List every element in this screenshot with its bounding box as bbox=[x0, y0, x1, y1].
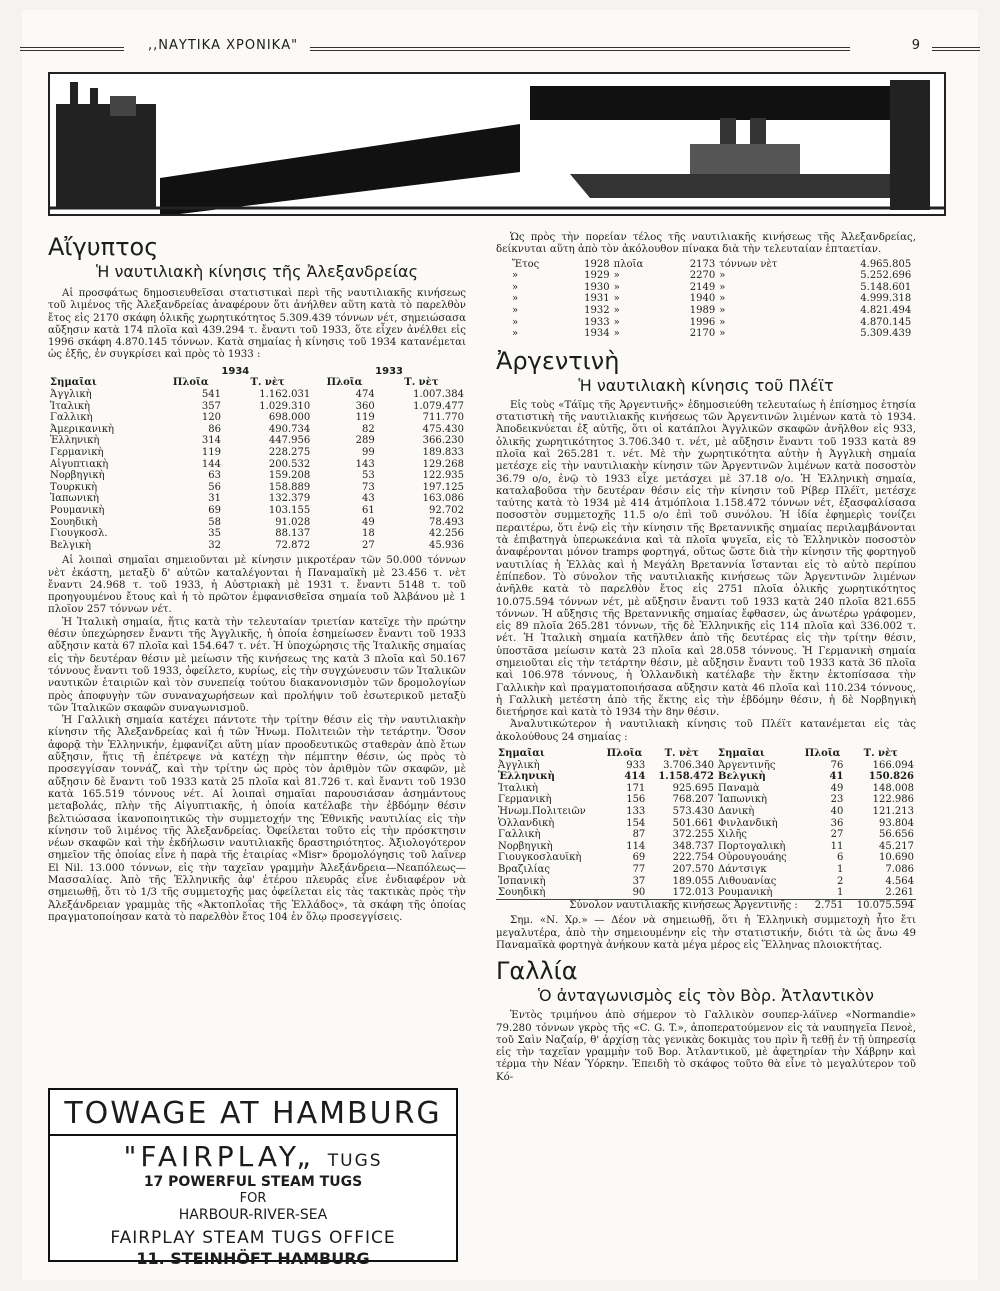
egypt-paragraph-4: Ἡ Γαλλικὴ σημαία κατέχει πάντοτε τὴν τρίτην θέσιν εἰς τὴν ναυτιλιακὴν κίνησιν τῆς Ἀλεξανδρείας καὶ ἡ τῶν Ἡνωμ. Πολιτειῶν τὴν τετάρτην. Ὅσον ἀφορᾷ τὴν Ἑλληνικήν, ἐμφανίζει αὕτη μίαν προοδευτικῶς σταθερὰν ἀπὸ ἔτων αὔξησιν, ἥτις τῇ ἐπέτρεψε νὰ κατέχῃ τὴν πέμπτην θέσιν, ὡς πρὸς τὸ προσεγγίσαν τοννάζ, καὶ τὴν τρίτην ὡς πρὸς τὸν ἀριθμὸν τῶν σκαφῶν, μὲ αὔξησιν δὲ ἔναντι τοῦ 1933 κατὰ 25 πλοῖα καὶ 81.726 τ. καὶ ἔναντι τοῦ 1930 κατὰ 165.519 τόννους νέτ. Αἱ λοιπαὶ σημαῖαι παρουσιάσαν ἀσημάντους μεταβολάς, πλὴν τῆς Αἰγυπτιακῆς, ἡ ὁποία κατέλαβε τὴν ἑβδόμην θέσιν βελτιώσασα ἱκανοποιητικῶς τὴν συμμετοχήν της Ἐθνικῆς ναυτιλίας εἰς τὴν κίνησιν τοῦ λιμένος τῆς Ἀλεξανδρείας. Ὀφείλεται τοῦτο εἰς τὴν πρόσκτησιν νέων σκαφῶν καὶ τὴν ἐκδήλωσιν ναυτιλιακῆς δραστηριότητος. Ἀξιολογότερον σημεῖον τῆς ὁποίας εἶνε ἡ παρὰ τῆς ἑταιρίας «Misr» δρομολόγησις τοῦ λαΐνερ El Nil. 13.000 τόννων, εἰς τὴν ταχεῖαν γραμμὴν Ἀλεξάνδρεια—Νεαπόλεως—Μασσαλίας. Ἀπὸ τῆς Ἑλληνικῆς ἀφ' ἑτέρου πλευρᾶς εἶνε ἐνδιαφέρον νὰ σημειωθῇ, ὅτι τὸ 1/3 τῆς συμμετοχῆς μας ὀφείλεται εἰς τὰς τακτικὰς πρὸς τὴν Ἀλεξάνδρειαν γραμμὰς τῆς «Ἀκτοπλοΐας τῆς Ἑλλάδος», τὰ σκάφη τῆς ὁποίας πραγματοποίησαν κατὰ τὸ παρελθὸν ἔτος 104 ἐν ὅλῳ προσεγγίσεις. bbox=[48, 715, 466, 923]
table-cell: 42.256 bbox=[429, 528, 464, 540]
table-cell: Ἰαπωνικὴ bbox=[718, 794, 767, 806]
table-cell: 27 bbox=[361, 539, 375, 551]
table-cell: 1.162.031 bbox=[259, 388, 311, 400]
page-header bbox=[20, 38, 980, 58]
table-cell: 119 bbox=[355, 412, 375, 424]
table-cell: 200.532 bbox=[268, 458, 311, 470]
table-cell: 490.734 bbox=[268, 423, 311, 435]
table-cell: » bbox=[613, 304, 620, 316]
france-paragraph-1: Ἐντὸς τριμήνου ἀπὸ σήμερον τὸ Γαλλικὸν σουπερ-λάϊνερ «Normandie» 79.280 τόννων γκρὸς τῆς «C. G. T.», ἀποπερατούμενον εἰς τὰ ναυπηγεῖα Πενοὲ, τοῦ Σαὶν Ναζαίρ, θ' ἀρχίσῃ τὰς γενικὰς δοκιμὰς του πρὶν ἢ τεθῇ ἐν τῇ ὑπηρεσίᾳ εἰς τὴν ταχεῖαν γραμμὴν τοῦ Βορ. Ἀτλαντικοῦ, μὲ ἀφετηρίαν τὴν Χάβρην καὶ τέρμα τὴν Νέαν Ὑόρκην. Ἐπειδὴ τὸ σκάφος τοῦτο θὰ εἶνε τὸ μεγαλύτερον τοῦ Κό- bbox=[496, 1010, 916, 1083]
table-cell: 474 bbox=[355, 388, 375, 400]
table-cell: 23 bbox=[830, 794, 844, 806]
table-row bbox=[496, 876, 916, 888]
table-cell: Νορβηγικὴ bbox=[498, 840, 553, 852]
table-row bbox=[48, 470, 466, 482]
table-cell: 90 bbox=[632, 887, 646, 899]
table-cell: Δανικὴ bbox=[718, 806, 755, 818]
table-cell: 63 bbox=[208, 470, 221, 482]
egypt-paragraph-3: Ἡ Ἰταλικὴ σημαία, ἥτις κατὰ τὴν τελευταίαν τριετίαν κατεῖχε τὴν πρώτην θέσιν ὑπεχώρησεν ἔναντι τῆς Ἀγγλικῆς, ἡ ὁποία ἐσημείωσεν ἔναντι τοῦ 1933 αὔξησιν κατὰ 67 πλοῖα καὶ 154.647 τ. νέτ. Ἡ ὑποχώρησις τῆς Ἰταλικῆς σημαίας εἰς τὴν δευτέραν θέσιν μὲ μείωσιν τῆς κινήσεως της κατὰ 3 πλοῖα καὶ 50.167 τόννους ἔναντι τοῦ 1933, ὀφείλετο, κυρίως, εἰς τὴν συγχώνευσιν τῶν Ἰταλικῶν ναυτικῶν ἑταιριῶν καὶ τὸν συνεπείᾳ τούτου διακανονισμὸν τῶν δρομολογίων πρὸς ἀποφυγὴν τῶν συναναχωρήσεων καὶ προλήψιν τοῦ ἐσωτερικοῦ μεταξὺ τῶν Ἰταλικῶν σκαφῶν συναγωνισμοῦ. bbox=[48, 616, 466, 714]
year-row bbox=[510, 328, 913, 340]
table-cell: Ἑλληνικὴ bbox=[50, 435, 100, 447]
table-cell: 36 bbox=[830, 817, 844, 829]
table-cell: 414 bbox=[624, 771, 646, 783]
ad-line-towage: TOWAGE AT HAMBURG bbox=[50, 1096, 456, 1136]
table-cell: Βελγικὴ bbox=[718, 771, 766, 783]
table-cell: 1 bbox=[837, 864, 844, 875]
table-cell: 2149 bbox=[689, 281, 716, 293]
table-cell: 189.833 bbox=[422, 446, 464, 458]
table-row bbox=[496, 852, 916, 864]
table-cell: 114 bbox=[626, 840, 646, 852]
table-cell: Ἑλληνικὴ bbox=[498, 771, 555, 783]
table-cell: Ἰαπωνικὴ bbox=[50, 493, 99, 505]
table-cell: 121.213 bbox=[872, 806, 914, 818]
table-cell: 119 bbox=[201, 446, 221, 458]
table-cell: Ἀγγλικὴ bbox=[50, 388, 92, 400]
table-cell: 1933 bbox=[584, 316, 610, 328]
table-cell: » bbox=[719, 293, 726, 305]
table-cell: » bbox=[613, 270, 620, 282]
table-cell: 143 bbox=[355, 458, 375, 470]
total-tons: 10.075.594 bbox=[845, 899, 916, 911]
table-cell: 150.826 bbox=[868, 771, 914, 783]
table-cell: 197.125 bbox=[422, 481, 464, 493]
table-cell: 1930 bbox=[584, 281, 610, 293]
table-row bbox=[48, 447, 466, 459]
table-cell: Νορβηγικὴ bbox=[50, 470, 105, 482]
table-cell: Ὁλλανδικὴ bbox=[498, 817, 555, 829]
page-number: 9 bbox=[911, 38, 920, 53]
year-row bbox=[510, 293, 913, 305]
table-row bbox=[48, 459, 466, 471]
table-cell: Αἰγυπτιακὴ bbox=[50, 458, 109, 470]
table-cell: Ἱσπανικὴ bbox=[498, 875, 546, 887]
table-cell: 933 bbox=[626, 759, 646, 771]
table-cell: 2173 bbox=[689, 258, 716, 270]
table-cell: 372.255 bbox=[672, 829, 715, 841]
table-cell: 76 bbox=[830, 759, 844, 771]
table-cell: 31 bbox=[208, 493, 221, 505]
argentina-subheading: Ἡ ναυτιλιακὴ κίνησις τοῦ Πλέϊτ bbox=[578, 375, 834, 395]
table-cell: » bbox=[512, 270, 519, 282]
header-rule-middle bbox=[310, 47, 850, 51]
table-cell: 1931 bbox=[584, 293, 610, 305]
table-cell: 91.028 bbox=[275, 516, 311, 528]
table-row bbox=[48, 401, 466, 413]
table-cell: 35 bbox=[208, 528, 221, 540]
table-cell: 5.309.439 bbox=[860, 328, 912, 340]
table-cell: 2270 bbox=[689, 270, 716, 282]
table-row bbox=[48, 528, 466, 540]
table-cell: Ρουμανικὴ bbox=[718, 887, 773, 899]
table-cell: 92.702 bbox=[429, 504, 464, 516]
table-cell: 360 bbox=[355, 400, 375, 412]
ad-line-office: FAIRPLAY STEAM TUGS OFFICE bbox=[110, 1228, 396, 1248]
table-cell: 222.754 bbox=[672, 852, 715, 864]
table-cell: 86 bbox=[208, 423, 221, 435]
table-cell: » bbox=[613, 293, 620, 305]
egypt-table-header bbox=[48, 377, 466, 389]
table-cell: Ἀγγλικὴ bbox=[498, 759, 540, 771]
table-cell: 501.661 bbox=[672, 817, 715, 829]
table-cell: 2170 bbox=[689, 328, 716, 340]
table-cell: 43 bbox=[361, 493, 375, 505]
table-cell: 45.217 bbox=[879, 840, 914, 852]
table-cell: Ἡνωμ.Πολιτειῶν bbox=[498, 806, 586, 818]
table-cell: 132.379 bbox=[268, 493, 311, 505]
table-cell: Πορτογαλικὴ bbox=[718, 840, 786, 852]
egypt-paragraph-2: Αἱ λοιπαὶ σημαῖαι σημειοῦνται μὲ κίνησιν μικροτέραν τῶν 50.000 τόννων νὲτ ἑκάστη, μεταξὺ δ' αὐτῶν καταλέγονται ἡ Παναμαϊκὴ μὲ 23.456 τ. νὲτ ἔναντι 24.968 τ. τοῦ 1933, ἡ Αὐστριακὴ μὲ 1931 τ. ἔναντι 5148 τ. τοῦ προηγουμένου ἔτους καὶ ἡ τὸ πρῶτον ἐμφανισθεῖσα σημαία τοῦ Ἀλβάνου μὲ 1 πλοῖον 257 τόννων νέτ. bbox=[48, 555, 466, 616]
col-header: Πλοῖα bbox=[172, 377, 209, 389]
table-cell: 77 bbox=[632, 864, 646, 875]
table-cell: Σουηδικὴ bbox=[50, 516, 98, 528]
egypt-table-body bbox=[48, 389, 466, 551]
table-cell: Χιλῆς bbox=[718, 829, 747, 841]
table-cell: 56.656 bbox=[879, 829, 914, 841]
table-cell: 5.252.696 bbox=[860, 270, 912, 282]
year-row bbox=[510, 282, 913, 294]
table-row bbox=[496, 841, 916, 853]
table-cell: 357 bbox=[201, 400, 221, 412]
left-column bbox=[48, 232, 466, 924]
table-cell: 1.007.384 bbox=[413, 388, 464, 400]
table-cell: 447.956 bbox=[268, 435, 311, 447]
year-1934: 1934 bbox=[221, 365, 250, 377]
argentina-flag-table bbox=[496, 748, 916, 911]
table-cell: 82 bbox=[361, 423, 375, 435]
table-cell: Ἰταλικὴ bbox=[498, 782, 538, 794]
year-row bbox=[510, 305, 913, 317]
argentina-note: Σημ. «Ν. Χρ.» — Δέον νὰ σημειωθῇ, ὅτι ἡ Ἑλληνικὴ συμμετοχὴ ἦτο ἔτι μεγαλυτέρα, ἀπὸ τὴν σημειουμένην εἰς τὴν στατιστικήν, διότι τὰ ὡς ἄνω 49 Παναμαϊκὰ φορτηγὰ ἀνήκουν κατὰ μέγα μέρος εἰς Ἕλληνας πλοιοκτήτας. bbox=[496, 915, 916, 951]
table-cell: » bbox=[613, 316, 620, 328]
table-row bbox=[496, 806, 916, 818]
table-cell: 4.821.494 bbox=[860, 304, 912, 316]
table-row bbox=[48, 389, 466, 401]
table-cell: 158.889 bbox=[268, 481, 311, 493]
ad-tugs: TUGS bbox=[327, 1151, 383, 1171]
table-cell: 78.493 bbox=[429, 516, 464, 528]
argentina-table-header bbox=[496, 748, 916, 760]
egypt-heading: Αἴγυπτος bbox=[48, 233, 159, 261]
ad-line-address: 11. STEINHÖFT HAMBURG bbox=[136, 1249, 370, 1268]
table-row bbox=[48, 540, 466, 552]
table-row bbox=[496, 771, 916, 783]
col-header: Πλοῖα bbox=[804, 748, 841, 760]
table-cell: 4.999.318 bbox=[860, 293, 912, 305]
table-cell: 1940 bbox=[689, 293, 716, 305]
header-rule-right bbox=[932, 47, 980, 51]
table-cell: Τουρκικὴ bbox=[50, 481, 98, 493]
table-cell: 129.268 bbox=[422, 458, 464, 470]
table-cell: 133 bbox=[626, 806, 646, 818]
table-cell: Σουηδικὴ bbox=[498, 887, 546, 899]
table-cell: 7.086 bbox=[885, 864, 914, 875]
years-table-body bbox=[510, 259, 913, 340]
table-cell: 541 bbox=[201, 388, 221, 400]
fairplay-advertisement bbox=[48, 1088, 458, 1268]
table-cell: 156 bbox=[626, 794, 646, 806]
table-cell: 166.094 bbox=[872, 759, 914, 771]
table-cell: 314 bbox=[201, 435, 221, 447]
egypt-table-years bbox=[48, 366, 466, 378]
col-header: Σημαῖαι bbox=[718, 748, 765, 760]
table-cell: Φινλανδικὴ bbox=[718, 817, 778, 829]
table-row bbox=[496, 829, 916, 841]
table-cell: » bbox=[512, 293, 519, 305]
table-cell: 49 bbox=[361, 516, 375, 528]
table-cell: 768.207 bbox=[672, 794, 715, 806]
table-cell: 159.208 bbox=[268, 470, 311, 482]
table-cell: » bbox=[719, 304, 726, 316]
year-row bbox=[510, 317, 913, 329]
col-header: Σημαῖαι bbox=[498, 748, 545, 760]
table-cell: 3.706.340 bbox=[663, 759, 715, 771]
table-row bbox=[48, 517, 466, 529]
table-row bbox=[496, 783, 916, 795]
table-cell: 18 bbox=[361, 528, 375, 540]
section-banner bbox=[48, 72, 946, 216]
table-cell: » bbox=[512, 328, 519, 340]
table-cell: Ἀργεντινῆς bbox=[718, 759, 776, 771]
table-row bbox=[48, 424, 466, 436]
table-cell: Δάντσιγκ bbox=[718, 864, 767, 875]
banner-illustration bbox=[50, 74, 944, 214]
table-cell: 72.872 bbox=[275, 539, 311, 551]
argentina-heading: Ἀργεντινὴ bbox=[496, 346, 620, 375]
publication-title: ,,ΝΑΥΤΙΚΑ ΧΡΟΝΙΚΑ" bbox=[148, 38, 299, 53]
table-cell: 103.155 bbox=[268, 504, 311, 516]
table-cell: Γιουγκοσλ. bbox=[50, 528, 108, 540]
table-cell: 56 bbox=[208, 481, 221, 493]
table-cell: 1.079.477 bbox=[413, 400, 464, 412]
egypt-flag-table bbox=[48, 366, 466, 552]
table-cell: 122.986 bbox=[872, 794, 914, 806]
table-cell: 1 bbox=[837, 887, 844, 899]
table-row bbox=[48, 435, 466, 447]
table-cell: 698.000 bbox=[268, 412, 311, 424]
table-cell: » bbox=[512, 304, 519, 316]
table-cell: » bbox=[512, 281, 519, 293]
year-1933: 1933 bbox=[375, 365, 404, 377]
table-cell: 41 bbox=[829, 771, 844, 783]
egypt-subheading: Ἡ ναυτιλιακὴ κίνησις τῆς Ἀλεξανδρείας bbox=[96, 262, 418, 281]
table-cell: 711.770 bbox=[422, 412, 464, 424]
header-rule-left bbox=[20, 47, 124, 51]
table-cell: 4.965.805 bbox=[860, 258, 912, 270]
table-cell: 1934 bbox=[584, 328, 610, 340]
table-cell: Ἔτος bbox=[512, 258, 540, 270]
argentina-paragraph-1: Εἰς τοὺς «Τάϊμς τῆς Ἀργεντινῆς» ἐδημοσιεύθη τελευταίως ἡ ἐπίσημος ἐτησία στατιστικὴ τῆς ναυτιλιακῆς κινήσεως τῶν Ἀργεντινῶν λιμένων κατὰ τὸ 1934. Ἀποδεικνύεται ἐξ αὐτῆς, ὅτι οἱ κατάπλοι Ἀγγλικῶν σκαφῶν ἀνῆλθον εἰς 933, ὁλικῆς χωρητικότητος 3.706.340 τ. νέτ, μὲ αὔξησιν ἔναντι τοῦ 1933 κατὰ 89 πλοῖα καὶ 265.281 τ. νέτ. Μὲ τὴν χωρητικότητα αὐτὴν ἡ Ἀγγλικὴ σημαία μετέσχε εἰς τὴν ναυτιλιακὴν κίνησιν τῶν Ἀργεντινῶν λιμένων κατὰ ποσοστὸν 36.79 ο/ο, ἐνῷ τὸ 1933 εἶχε μετάσχει μὲ 37.18 ο/ο. Ἡ Ἑλληνικὴ σημαία, καταλαβοῦσα τὴν δευτέραν θέσιν εἰς τὴν κίνησιν τοῦ Ρίβερ Πλέϊτ, μετέσχε ταύτης κατὰ τὸ 1934 μὲ 414 ἀτμόπλοια 1.158.472 τόννων νέτ, ἐξασφαλίσασα ποσοστὸν συμμετοχῆς 11.5 ο/ο ἐπὶ τοῦ συνόλου. Ἡ ἰδία ἐφημερὶς τονίζει περαιτέρω, ὅτι ἐνῷ εἰς τὴν κίνησιν τῆς Βρεταννικῆς σημαίας περιλαμβάνονται τὰ ἐπιβατηγὰ ὑπερωκεάνια καὶ τὰ πλοῖα ψυγεῖα, εἰς τὸ Ἑλληνικὸν ποσοστὸν ἀναφέρονται μόνον tramps φορτηγά, οὕτως ὥστε διὰ τὴν κίνησιν τῆς φορτηγοῦ ναυτιλίας ἡ Ἑλλὰς καὶ ἡ Μεγάλη Βρεταννία ἵστανται εἰς τὸ αὐτὸ περίπου ἐπίπεδον. Τὸ σύνολον τῆς ναυτιλιακῆς κινήσεως τῶν Ἀργεντινῶν λιμένων ἀνῆλθε κατὰ τὸ παρελθὸν ἔτος εἰς 2751 πλοῖα ὁλικῆς χωρητικότητος 10.075.594 τόννων νέτ, μὲ αὔξησιν ἔναντι τοῦ 1933 κατὰ 240 πλοῖα 821.655 τόννων. Ἡ αὔξησις τῆς Βρεταννικῆς σημαίας ἔφθασεν, ὡς ἀνωτέρω γράφομεν, εἰς 89 πλοῖα 265.281 τόννων, τῆς δὲ Ἑλληνικῆς εἰς 114 πλοῖα καὶ 336.002 τ. νέτ. Ἡ Ἰταλικὴ σημαία κατῆλθεν ἀπὸ τῆς δευτέρας εἰς τὴν τρίτην θέσιν, ὑποστᾶσα μείωσιν κατὰ 23 πλοῖα καὶ 28.058 τόννους. Ἡ Γερμανικὴ σημαία σημειοῦται εἰς τὴν τετάρτην θέσιν, μὲ αὔξησιν ἔναντι τοῦ 1933 κατὰ 36 πλοῖα καὶ 106.978 τόννους, ἡ Ὁλλανδικὴ κατέλαβε τὴν ἕκτην ἐκτοπίσασα τὴν Γαλλικὴν καὶ πραγματοποιήσασα αὔξησιν κατὰ 46 πλοῖα καὶ 110.234 τόννους, ἡ Γαλλικὴ μετέστη ἀπὸ τῆς ἕκτης εἰς τὴν ἑβδόμην θέσιν, ἡ δὲ Νορβηγικὴ διετήρησε καὶ κατὰ τὸ 1934 τὴν 8ην θέσιν. bbox=[496, 399, 916, 719]
egypt-years-table bbox=[510, 259, 913, 340]
col-header: Τ. νὲτ bbox=[664, 748, 699, 760]
table-cell: » bbox=[719, 328, 726, 340]
table-cell: » bbox=[719, 270, 726, 282]
table-row bbox=[496, 887, 916, 899]
table-cell: 1929 bbox=[584, 270, 610, 282]
table-cell: » bbox=[719, 281, 726, 293]
total-ships: 2.751 bbox=[800, 899, 846, 911]
table-cell: 40 bbox=[830, 806, 844, 818]
table-cell: 58 bbox=[208, 516, 221, 528]
table-cell: 61 bbox=[361, 504, 375, 516]
ad-line-for: FOR bbox=[239, 1191, 267, 1206]
table-cell: 171 bbox=[626, 782, 646, 794]
table-cell: 88.137 bbox=[275, 528, 311, 540]
table-cell: 53 bbox=[361, 470, 375, 482]
table-cell: 27 bbox=[830, 829, 844, 841]
ad-line-fairplay bbox=[50, 1140, 456, 1173]
table-cell: πλοῖα bbox=[613, 258, 644, 270]
table-cell: 69 bbox=[632, 852, 646, 864]
year-row bbox=[510, 259, 913, 271]
table-cell: 4.870.145 bbox=[860, 316, 912, 328]
table-cell: » bbox=[719, 316, 726, 328]
table-cell: 189.055 bbox=[672, 875, 715, 887]
table-cell: 120 bbox=[201, 412, 221, 424]
table-row bbox=[496, 794, 916, 806]
table-cell: 1932 bbox=[584, 304, 610, 316]
table-cell: Ρουμανικὴ bbox=[50, 504, 105, 516]
table-cell: 207.570 bbox=[672, 864, 715, 875]
table-cell: 69 bbox=[208, 504, 221, 516]
table-cell: 1928 bbox=[584, 258, 610, 270]
right-column bbox=[496, 232, 916, 1084]
year-row bbox=[510, 270, 913, 282]
table-cell: Γιουγκοσλαυϊκὴ bbox=[498, 852, 582, 864]
table-cell: 228.275 bbox=[268, 446, 311, 458]
table-cell: 925.695 bbox=[672, 782, 715, 794]
table-cell: Γερμανικὴ bbox=[50, 446, 104, 458]
total-label: Σύνολον ναυτιλιακῆς κινήσεως Ἀργεντινῆς : bbox=[496, 899, 800, 911]
table-cell: 5.148.601 bbox=[860, 281, 912, 293]
table-cell: 573.430 bbox=[672, 806, 715, 818]
col-header: Τ. νὲτ bbox=[250, 377, 285, 389]
argentina-paragraph-2: Ἀναλυτικώτερον ἡ ναυτιλιακὴ κίνησις τοῦ Πλέϊτ κατανέμεται εἰς τὰς ἀκολούθους 24 σημαίας : bbox=[496, 719, 916, 743]
table-cell: 2 bbox=[837, 875, 844, 887]
table-row bbox=[48, 493, 466, 505]
table-cell: 1996 bbox=[689, 316, 716, 328]
table-cell: 163.086 bbox=[422, 493, 464, 505]
table-cell: 122.935 bbox=[422, 470, 464, 482]
table-cell: 154 bbox=[626, 817, 646, 829]
table-cell: » bbox=[613, 281, 620, 293]
table-row bbox=[496, 760, 916, 772]
france-subheading: Ὁ ἀνταγωνισμὸς εἰς τὸν Βὸρ. Ἀτλαντικὸν bbox=[538, 986, 874, 1006]
table-cell: 366.230 bbox=[422, 435, 464, 447]
argentina-table-body bbox=[496, 760, 916, 900]
table-cell: Βραζιλίας bbox=[498, 864, 550, 875]
table-cell: Ἀμερικανικὴ bbox=[50, 423, 114, 435]
table-cell: 348.737 bbox=[672, 840, 715, 852]
table-cell: 2.261 bbox=[885, 887, 914, 899]
argentina-total-row bbox=[496, 899, 916, 911]
table-cell: Παναμὰ bbox=[718, 782, 760, 794]
table-row bbox=[48, 412, 466, 424]
table-cell: 45.936 bbox=[429, 539, 464, 551]
table-cell: 73 bbox=[361, 481, 375, 493]
table-cell: 37 bbox=[632, 875, 646, 887]
table-cell: 475.430 bbox=[422, 423, 464, 435]
table-cell: 148.008 bbox=[872, 782, 914, 794]
table-cell: Οὐρουγουάης bbox=[718, 852, 787, 864]
table-cell: Λιθουανίας bbox=[718, 875, 777, 887]
table-cell: 1.158.472 bbox=[658, 771, 715, 783]
ad-line-harbour: HARBOUR-RIVER-SEA bbox=[178, 1207, 328, 1223]
table-cell: 11 bbox=[830, 840, 844, 852]
table-cell: 10.690 bbox=[879, 852, 914, 864]
table-cell: Βελγικὴ bbox=[50, 539, 92, 551]
table-cell: Γαλλικὴ bbox=[50, 412, 93, 424]
table-cell: 4.564 bbox=[885, 875, 914, 887]
table-cell: 6 bbox=[837, 852, 844, 864]
col-header: Πλοῖα bbox=[606, 748, 643, 760]
table-row bbox=[48, 505, 466, 517]
table-cell: Γερμανικὴ bbox=[498, 794, 552, 806]
col-header: Τ. νὲτ bbox=[404, 377, 439, 389]
table-cell: 99 bbox=[361, 446, 375, 458]
table-cell: τόννων νὲτ bbox=[719, 258, 778, 270]
col-header: Τ. νὲτ bbox=[863, 748, 898, 760]
table-cell: 32 bbox=[208, 539, 221, 551]
table-cell: Ἰταλικὴ bbox=[50, 400, 90, 412]
table-cell: 172.013 bbox=[672, 887, 715, 899]
france-heading: Γαλλία bbox=[496, 957, 578, 986]
table-cell: 289 bbox=[355, 435, 375, 447]
table-cell: 144 bbox=[201, 458, 221, 470]
table-cell: Γαλλικὴ bbox=[498, 829, 541, 841]
table-cell: 49 bbox=[830, 782, 844, 794]
col-header: Σημαῖαι bbox=[50, 377, 97, 389]
col-header: Πλοῖα bbox=[326, 377, 363, 389]
table-cell: » bbox=[613, 328, 620, 340]
ad-line-powerful: 17 POWERFUL STEAM TUGS bbox=[143, 1174, 363, 1190]
table-row bbox=[496, 864, 916, 876]
ad-fairplay-name: "FAIRPLAY„ bbox=[123, 1140, 315, 1173]
table-cell: 1.029.310 bbox=[259, 400, 311, 412]
table-cell: 87 bbox=[632, 829, 646, 841]
egypt-paragraph-1: Αἱ προσφάτως δημοσιευθεῖσαι στατιστικαὶ περὶ τῆς ναυτιλιακῆς κινήσεως τοῦ λιμένος τῆς Ἀλεξανδρείας ἀναφέρουν ὅτι ἀνήλθεν αὕτη κατὰ τὸ παρελθὸν ἔτος εἰς 2170 σκάφη ὁλικῆς χωρητικότητος 5.309.439 τόννων νέτ, σημειώσασα αὔξησιν κατὰ 174 πλοῖα καὶ 439.294 τ. ἔναντι τοῦ 1933, ὅτε εἶχεν ἀνέλθει εἰς 1996 σκάφη 4.870.145 τόννων. Κατὰ σημαίας ἡ κίνησις τοῦ 1934 κατανέμεται ὡς ἑξῆς, ἐν συγκρίσει καὶ πρὸς τὸ 1933 : bbox=[48, 288, 466, 361]
table-row bbox=[48, 482, 466, 494]
table-cell: » bbox=[512, 316, 519, 328]
egypt-paragraph-5: Ὡς πρὸς τὴν πορείαν τέλος τῆς ναυτιλιακῆς κινήσεως τῆς Ἀλεξανδρείας, δείκνυται αὕτη ἀπὸ τὸν ἀκόλουθον πίνακα διὰ τὴν τελευταίαν ἑπταετίαν. bbox=[496, 232, 916, 256]
table-row bbox=[496, 818, 916, 830]
table-cell: 1989 bbox=[689, 304, 716, 316]
table-cell: 93.804 bbox=[879, 817, 914, 829]
